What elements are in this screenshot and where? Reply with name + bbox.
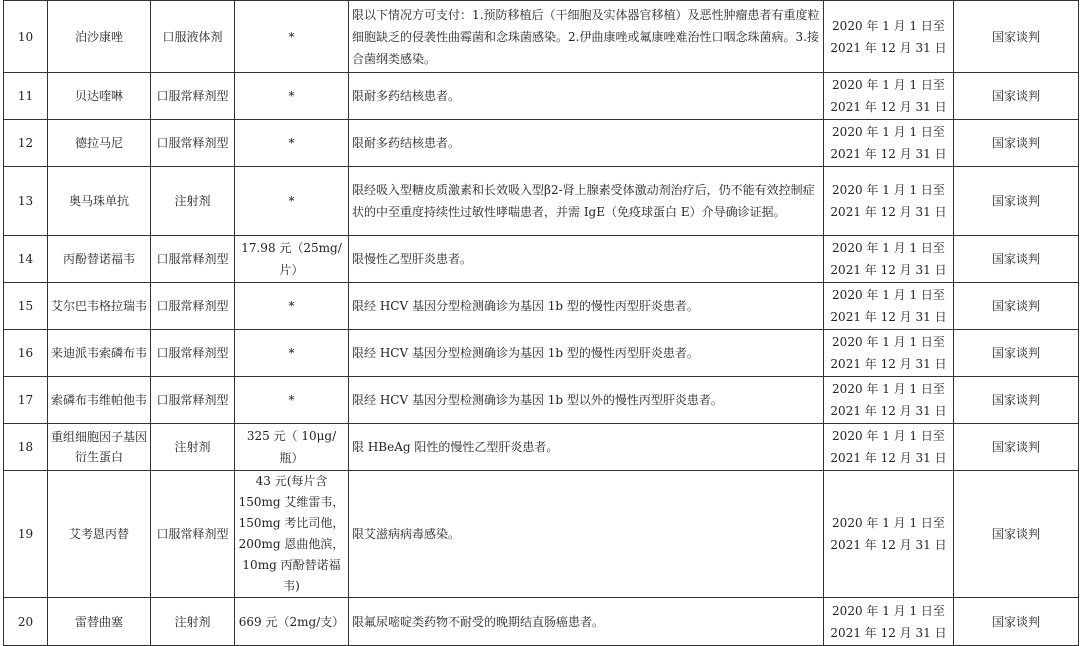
- validity-period: [824, 424, 954, 471]
- listing-type: 国家谈判: [954, 598, 1079, 646]
- payment-limit: 限经 HCV 基因分型检测确诊为基因 1b 型以外的慢性丙型肝炎患者。: [349, 377, 824, 424]
- payment-limit: 限经 HCV 基因分型检测确诊为基因 1b 型的慢性丙型肝炎患者。: [349, 283, 824, 330]
- dosage-form: 口服常释剂型: [151, 471, 235, 598]
- payment-limit: 限慢性乙型肝炎患者。: [349, 236, 824, 283]
- period-end: 2021 年 12 月 31 日: [830, 310, 947, 324]
- row-number: 18: [4, 424, 48, 471]
- period-start: 2020 年 1 月 1 日至: [832, 335, 945, 349]
- listing-type: 国家谈判: [954, 330, 1079, 377]
- period-start: 2020 年 1 月 1 日至: [832, 183, 945, 197]
- validity-period: [824, 330, 954, 377]
- dosage-form: 口服常释剂型: [151, 73, 235, 120]
- row-number: 16: [4, 330, 48, 377]
- period-end: 2021 年 12 月 31 日: [830, 263, 947, 277]
- row-number: 11: [4, 73, 48, 120]
- dosage-form: 口服常释剂型: [151, 283, 235, 330]
- row-number: 17: [4, 377, 48, 424]
- row-number: 20: [4, 598, 48, 646]
- row-number: 14: [4, 236, 48, 283]
- period-end: 2021 年 12 月 31 日: [830, 357, 947, 371]
- period-end: 2021 年 12 月 31 日: [830, 451, 947, 465]
- period-end: 2021 年 12 月 31 日: [830, 100, 947, 114]
- table-row: [4, 598, 1079, 646]
- validity-period: [824, 1, 954, 73]
- period-end: 2021 年 12 月 31 日: [830, 538, 947, 552]
- period-start: 2020 年 1 月 1 日至: [832, 125, 945, 139]
- drug-table-body: [4, 1, 1079, 646]
- row-number: 12: [4, 120, 48, 167]
- dosage-form: 口服常释剂型: [151, 330, 235, 377]
- listing-type: 国家谈判: [954, 424, 1079, 471]
- validity-period: [824, 283, 954, 330]
- listing-type: 国家谈判: [954, 120, 1079, 167]
- period-start: 2020 年 1 月 1 日至: [832, 382, 945, 396]
- drug-name: 丙酚替诺福韦: [48, 236, 151, 283]
- period-start: 2020 年 1 月 1 日至: [832, 241, 945, 255]
- drug-table: [3, 0, 1079, 646]
- validity-period: [824, 377, 954, 424]
- drug-name: 雷替曲塞: [48, 598, 151, 646]
- payment-limit: 限经吸入型糖皮质激素和长效吸入型β2-肾上腺素受体激动剂治疗后，仍不能有效控制症状的中至重度持续性过敏性哮喘患者，并需 IgE（免疫球蛋白 E）介导确诊证据。: [349, 167, 824, 236]
- drug-name: 艾考恩丙替: [48, 471, 151, 598]
- dosage-form: 注射剂: [151, 424, 235, 471]
- row-number: 10: [4, 1, 48, 73]
- row-number: 19: [4, 471, 48, 598]
- dosage-form: 口服常释剂型: [151, 377, 235, 424]
- table-row: [4, 283, 1079, 330]
- payment-limit: 限 HBeAg 阳性的慢性乙型肝炎患者。: [349, 424, 824, 471]
- price: 669 元（2mg/支）: [235, 598, 349, 646]
- table-row: [4, 120, 1079, 167]
- table-row: [4, 471, 1079, 598]
- dosage-form: 口服常释剂型: [151, 120, 235, 167]
- drug-name: 奥马珠单抗: [48, 167, 151, 236]
- drug-name: 来迪派韦索磷布韦: [48, 330, 151, 377]
- row-number: 15: [4, 283, 48, 330]
- table-row: [4, 236, 1079, 283]
- drug-name: 艾尔巴韦格拉瑞韦: [48, 283, 151, 330]
- period-start: 2020 年 1 月 1 日至: [832, 516, 945, 530]
- listing-type: 国家谈判: [954, 283, 1079, 330]
- listing-type: 国家谈判: [954, 167, 1079, 236]
- payment-limit: 限艾滋病病毒感染。: [349, 471, 824, 598]
- period-start: 2020 年 1 月 1 日至: [832, 603, 945, 618]
- price: 17.98 元（25mg/片）: [235, 236, 349, 283]
- period-start: 2020 年 1 月 1 日至: [832, 78, 945, 92]
- dosage-form: 注射剂: [151, 167, 235, 236]
- table-row: [4, 330, 1079, 377]
- payment-limit: 限以下情况方可支付：1.预防移植后（干细胞及实体器官移植）及恶性肿瘤患者有重度粒细胞缺乏的侵袭性曲霉菌和念珠菌感染。2.伊曲康唑或氟康唑难治性口咽念珠菌病。3.接合菌纲类感染。: [349, 1, 824, 73]
- price: *: [235, 73, 349, 120]
- price: *: [235, 377, 349, 424]
- payment-limit: 限耐多药结核患者。: [349, 73, 824, 120]
- listing-type: 国家谈判: [954, 73, 1079, 120]
- price: *: [235, 283, 349, 330]
- validity-period: [824, 598, 954, 646]
- validity-period: [824, 120, 954, 167]
- price: 43 元(每片含 150mg 艾维雷韦，150mg 考比司他，200mg 恩曲他滨，10mg 丙酚替诺福韦): [235, 471, 349, 598]
- drug-name: 德拉马尼: [48, 120, 151, 167]
- price: *: [235, 120, 349, 167]
- dosage-form: 注射剂: [151, 598, 235, 646]
- payment-limit: 限耐多药结核患者。: [349, 120, 824, 167]
- price: 325 元（ 10μg/瓶）: [235, 424, 349, 471]
- period-end: 2021 年 12 月 31 日: [830, 147, 947, 161]
- period-start: 2020 年 1 月 1 日至: [832, 288, 945, 302]
- validity-period: [824, 471, 954, 598]
- dosage-form: 口服液体剂: [151, 1, 235, 73]
- period-end: 2021 年 12 月 31 日: [830, 625, 947, 640]
- payment-limit: 限经 HCV 基因分型检测确诊为基因 1b 型的慢性丙型肝炎患者。: [349, 330, 824, 377]
- period-end: 2021 年 12 月 31 日: [830, 205, 947, 219]
- listing-type: 国家谈判: [954, 471, 1079, 598]
- validity-period: [824, 167, 954, 236]
- table-row: [4, 167, 1079, 236]
- listing-type: 国家谈判: [954, 236, 1079, 283]
- drug-name: 泊沙康唑: [48, 1, 151, 73]
- drug-name: 索磷布韦维帕他韦: [48, 377, 151, 424]
- drug-name: 贝达喹啉: [48, 73, 151, 120]
- listing-type: 国家谈判: [954, 377, 1079, 424]
- period-start: 2020 年 1 月 1 日至: [832, 429, 945, 443]
- period-end: 2021 年 12 月 31 日: [830, 404, 947, 418]
- listing-type: 国家谈判: [954, 1, 1079, 73]
- period-start: 2020 年 1 月 1 日至: [832, 18, 945, 33]
- payment-limit: 限氟尿嘧啶类药物不耐受的晚期结直肠癌患者。: [349, 598, 824, 646]
- table-row: [4, 73, 1079, 120]
- table-row: [4, 424, 1079, 471]
- table-row: [4, 1, 1079, 73]
- drug-name: 重组细胞因子基因衍生蛋白: [48, 424, 151, 471]
- row-number: 13: [4, 167, 48, 236]
- price: *: [235, 330, 349, 377]
- validity-period: [824, 236, 954, 283]
- dosage-form: 口服常释剂型: [151, 236, 235, 283]
- table-row: [4, 377, 1079, 424]
- period-end: 2021 年 12 月 31 日: [830, 40, 947, 55]
- price: *: [235, 1, 349, 73]
- validity-period: [824, 73, 954, 120]
- price: *: [235, 167, 349, 236]
